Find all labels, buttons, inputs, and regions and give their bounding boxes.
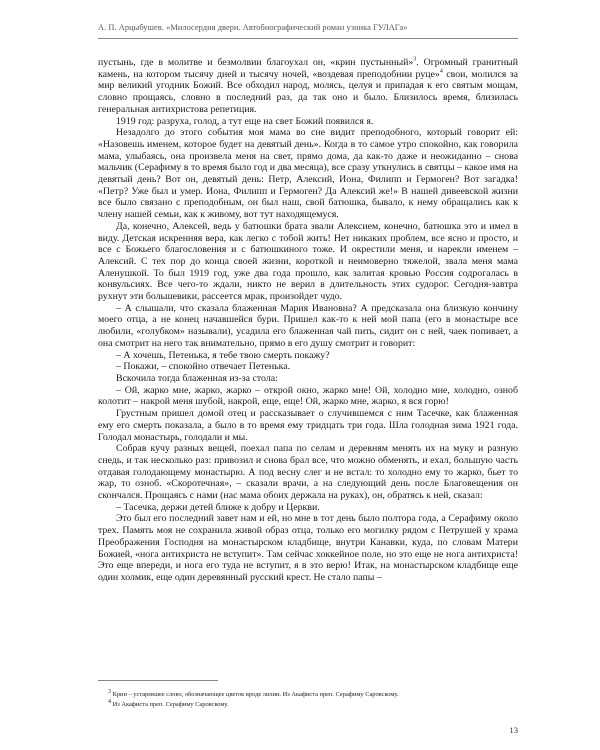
paragraph: Вскочила тогда блаженная из-за стола: bbox=[116, 372, 278, 384]
footnote-number: 3 bbox=[108, 688, 111, 695]
footnote-rule bbox=[98, 680, 218, 681]
header-rule bbox=[98, 38, 518, 39]
running-header: А. П. Арцыбушев. «Милосердия двери. Автобиографический роман узника ГУЛАГа» bbox=[98, 23, 408, 32]
paragraph: 1919 год: разруха, голод, а тут еще на свет Божий появился я. bbox=[116, 115, 374, 127]
paragraph: Это был его последний завет нам и ей, но мне в тот день было полтора года, а Серафиму около трех. Память моя не сохранила живой образ отца, только его могилку рядом с Петрушей у храма Преображения Господня на монастырском кладбище, внутри Канавки, куда, по словам Матери Божией, «нога антихриста не вступит». Там сейчас хоккейное поле, но это еще не нога антихриста! Это еще впереди, и нога его туда не вступит, я в это верю! Итак, на монастырском кладбище еще один холмик, еще один деревянный русский крест. Не стало папы – bbox=[98, 513, 518, 583]
dialogue-line: – Покажи, – спокойно отвечает Петенька. bbox=[116, 361, 291, 373]
dialogue-line: – Тасечка, держи детей ближе к добру и Церкви. bbox=[116, 501, 320, 513]
paragraph: Грустным пришел домой отец и рассказывает о случившемся с ним Тасечке, как блаженная ему его смерть показала, а было в то время ему тридцать три года. Шла голодная зима 1921 года. Голодал монастырь, голодали и мы. bbox=[98, 408, 518, 443]
paragraph: Да, конечно, Алексей, ведь у батюшки брата звали Алексием, конечно, батюшка это и имел в виду. Детская искренняя вера, как легко с тобой жить! Нет никаких проблем, все ясно и просто, и все с Божьего благословения и с батюшкиного тоже. И окрестили меня, и нарекли именем – Алексий. С тех пор до конца своей жизни, короткой и неимоверно тяжелой, звала меня мама Аленушкой. То был 1919 год, уже два года прошло, как залитая кровью Россия содрогалась в конвульсиях. Все чего-то ждали, никто не верил в длительность этих судорог. Сегодня-завтра рухнут эти большевики, рассеется мрак, произойдет чудо. bbox=[98, 220, 518, 303]
footnote-ref[interactable]: 3 bbox=[413, 56, 417, 63]
paragraph bbox=[98, 57, 518, 116]
paragraph: Незадолго до этого события моя мама во сне видит преподобного, который говорит ей: «Назовешь именем, которое будет на девятый день». Когда в то самое утро спокойно, как говорила мама, улыбаясь, она произвела меня на свет, прямо дома, да как-то даже и неожиданно – снова мальчик (Серафиму в то время было год и два месяца), все сразу уткнулись в святцы – какое имя на девятый день? Вот он, девятый день: Петр, Алексий, Иона, Филипп и Гермоген? Вот загадка! «Петр? Уже был и умер. Иона, Филипп и Гермоген? Да Алексий же!» В нашей дивеевской жизни все было связано с преподобным, он был наш, свой батюшка, бывало, к нему обращались как к члену нашей семьи, как к живому, вот тут находящемуся. bbox=[98, 127, 518, 221]
dialogue-line: – Ой, жарко мне, жарко, жарко – открой окно, жарко мне! Ой, холодно мне, холодно, озноб колотит – накрой меня шубой, накрой, еще, еще! Ой, жарко мне, жарко, я вся горю! bbox=[98, 384, 518, 408]
paragraph-text: свои, молился за мир великий угодник Божий. Все обходил народ, молясь, целуя и припадая к его святым мощам, словно прощаясь, словно в последний раз, да так оно и было. Близилось время, близилась генеральная антихристова репетиция. bbox=[98, 68, 518, 115]
footnote-ref[interactable]: 4 bbox=[439, 68, 443, 75]
body-text bbox=[98, 57, 518, 584]
page-number: 13 bbox=[509, 725, 518, 735]
paragraph: – А слышали, что сказала блаженная Мария Ивановна? А предсказала она близкую кончину моего отца, а не конец начавшейся бури. Пришел как-то к ней мой папа (его в монастыре все любили, «голубком» называли), усадила его блаженная чай пить, сидит он с ней, чаек попивает, а она смотрит на него так внимательно, прямо в его душу смотрит и говорит: bbox=[98, 302, 518, 349]
dialogue-line: – А хочешь, Петенька, я тебе твою смерть покажу? bbox=[116, 349, 330, 361]
footnote-text: Из Акафиста преп. Серафиму Саровскому. bbox=[111, 701, 229, 708]
footnote bbox=[108, 700, 518, 710]
paragraph-text: . Огромный гранитный камень, на котором тысячу дней и тысячу ночей, «воздевая преподобнии руце» bbox=[98, 57, 518, 80]
footnote-text: Крин – устаревшее слово, обозначающее цветок вроде лилии. Из Акафиста преп. Серафиму Саровскому. bbox=[111, 691, 399, 698]
footnotes bbox=[108, 690, 518, 710]
footnote-number: 4 bbox=[108, 698, 111, 705]
paragraph: Собрав кучу разных вещей, поехал папа по селам и деревням менять их на муку и разную снедь, и так несколько раз: привозил и снова брал все, что можно обменять, и ехал, большую часть отдавая голодающему монастырю. А под весну слег и не встал: то холодно ему то жарко, бьет то жар, то озноб. «Скоротечная», – сказали врачи, а на следующий день после Благовещения он скончался. Прощаясь с нами (нас мама обоих держала на руках), он, обратясь к ней, сказал: bbox=[98, 443, 518, 502]
footnote bbox=[108, 690, 518, 700]
paragraph-text: пустынь, где в молитве и безмолвии благоухал он, «крин пустынный» bbox=[98, 57, 414, 68]
